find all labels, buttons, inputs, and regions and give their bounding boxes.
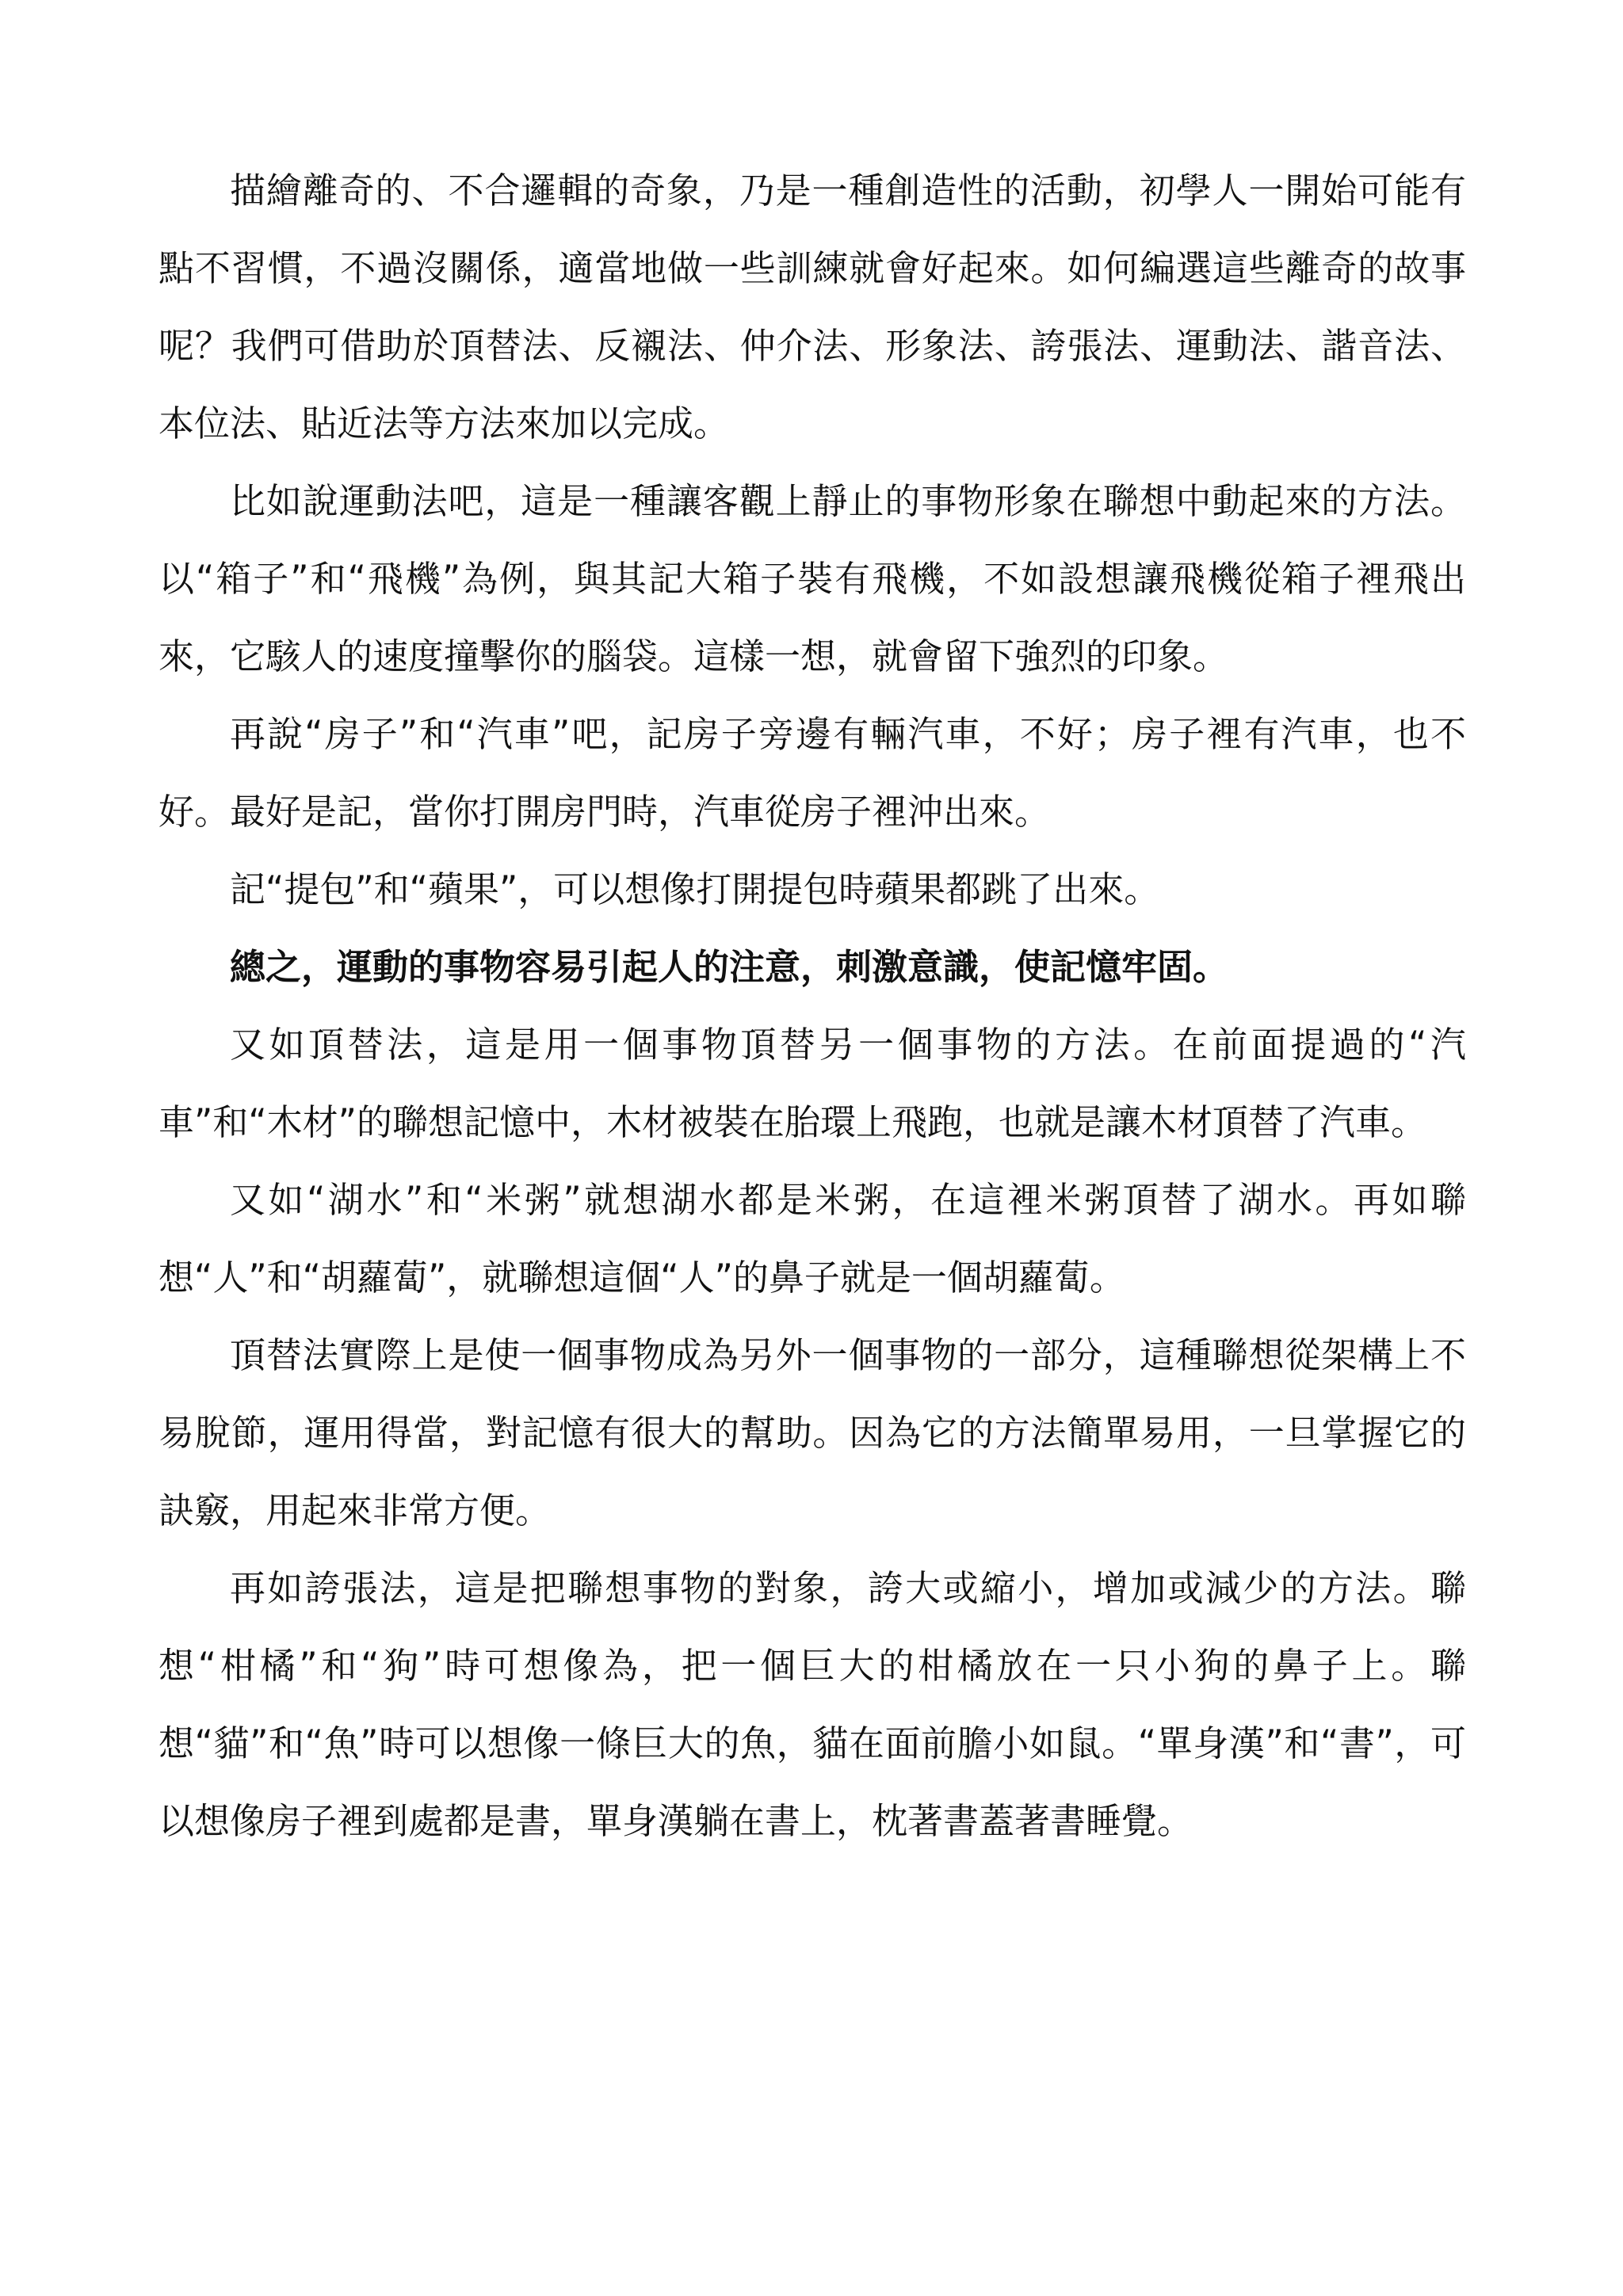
paragraph-exaggeration-method: 再如誇張法，這是把聯想事物的對象，誇大或縮小，增加或減少的方法。聯想“柑橘”和“狗”時可想像為，把一個巨大的柑橘放在一只小狗的鼻子上。聯想“貓”和“魚”時可以想像一條巨大的魚，貓在面前膽小如鼠。“單身漢”和“書”，可以想像房子裡到處都是書，單身漢躺在書上，枕著書蓋著書睡覺。 xyxy=(158,1567,1466,1842)
paragraph-motion-summary: 總之，運動的事物容易引起人的注意，刺激意識，使記憶牢固。 xyxy=(230,946,1229,988)
paragraph-lake-porridge: 又如“湖水”和“米粥”就想湖水都是米粥，在這裡米粥頂替了湖水。再如聯想“人”和“胡蘿蔔”，就聯想這個“人”的鼻子就是一個胡蘿蔔。 xyxy=(158,1179,1466,1299)
paragraph-motion-method: 比如說運動法吧，這是一種讓客觀上靜止的事物形象在聯想中動起來的方法。以“箱子”和“飛機”為例，與其記大箱子裝有飛機，不如設想讓飛機從箱子裡飛出來，它駭人的速度撞擊你的腦袋。這樣一想，就會留下強烈的印象。 xyxy=(158,480,1466,677)
paragraph-bag-apple: 記“提包”和“蘋果”，可以想像打開提包時蘋果都跳了出來。 xyxy=(230,868,1160,910)
paragraph-creative-methods: 描繪離奇的、不合邏輯的奇象，乃是一種創造性的活動，初學人一開始可能有點不習慣，不過沒關係，適當地做一些訓練就會好起來。如何編選這些離奇的故事呢？我們可借助於頂替法、反襯法、仲介法、形象法、誇張法、運動法、諧音法、本位法、貼近法等方法來加以完成。 xyxy=(158,170,1466,444)
body-text xyxy=(158,152,1466,1860)
paragraph-substitution-method: 又如頂替法，這是用一個事物頂替另一個事物的方法。在前面提過的“汽車”和“木材”的聯想記憶中，木材被裝在胎環上飛跑，也就是讓木材頂替了汽車。 xyxy=(158,1024,1466,1143)
paragraph-house-car: 再說“房子”和“汽車”吧，記房子旁邊有輛汽車，不好；房子裡有汽車，也不好。最好是記，當你打開房門時，汽車從房子裡沖出來。 xyxy=(158,713,1466,833)
paragraph-substitution-benefits: 頂替法實際上是使一個事物成為另外一個事物的一部分，這種聯想從架構上不易脫節，運用得當，對記憶有很大的幫助。因為它的方法簡單易用，一旦掌握它的訣竅，用起來非常方便。 xyxy=(158,1334,1466,1531)
